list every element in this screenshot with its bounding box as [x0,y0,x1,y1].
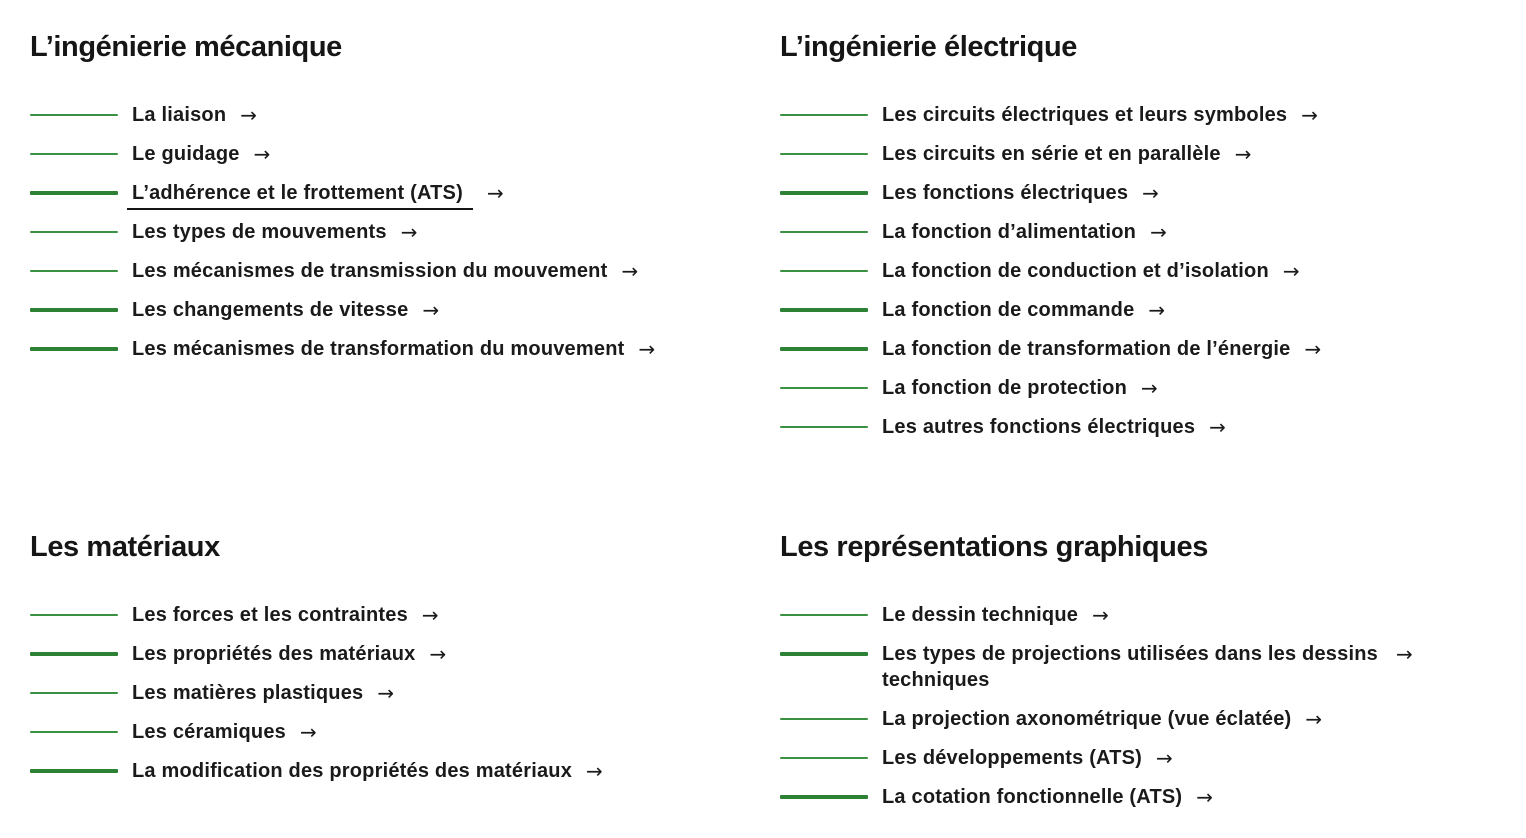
topic-link[interactable] [30,102,780,128]
topic-link-label: La cotation fonctionnelle (ATS) [882,786,1183,808]
arrow-right-icon: → [1304,337,1322,361]
item-dash-line [30,153,118,155]
topic-link[interactable] [30,141,780,167]
list-item [30,758,780,784]
topic-link[interactable] [30,758,780,784]
list-item [780,258,1496,284]
section-title: Les représentations graphiques [780,531,1208,563]
topic-link-label: La fonction de transformation de l’énergie [882,338,1291,360]
arrow-right-icon: → [486,181,504,205]
item-dash-line [780,387,868,389]
topic-link[interactable] [780,375,1496,401]
list-item [780,414,1496,440]
topics-grid [30,30,1526,823]
topic-link[interactable] [780,336,1496,362]
list-item [780,336,1496,362]
arrow-right-icon: → [1305,707,1323,731]
item-dash-line [780,308,868,312]
list-item [30,102,780,128]
list-item [780,745,1496,771]
item-dash-line [780,426,868,428]
topic-link-label: Les céramiques [132,721,286,743]
arrow-right-icon: → [1196,785,1214,809]
list-item [780,375,1496,401]
list-item [30,336,780,362]
list-item [30,297,780,323]
topic-link-label: Le dessin technique [882,604,1079,626]
arrow-right-icon: → [621,259,639,283]
list-item [780,784,1496,810]
item-dash-line [780,757,868,759]
topic-link-label: Les autres fonctions électriques [882,416,1196,438]
arrow-right-icon: → [1092,603,1109,627]
section-ingenierie-electrique [780,30,1496,453]
topic-link[interactable] [30,219,780,245]
section-representations-graphiques [780,530,1496,823]
item-dash-line [30,614,118,616]
arrow-right-icon: → [1150,220,1167,244]
topic-link-label: L’adhérence et le frottement (ATS) [132,180,473,206]
list-item [30,680,780,706]
section-title: L’ingénierie électrique [780,31,1078,63]
arrow-right-icon: → [1234,142,1252,166]
arrow-right-icon: → [300,720,317,744]
item-dash-line [780,718,868,720]
topic-link[interactable] [30,180,780,206]
topic-list [780,102,1496,440]
item-dash-line [780,795,868,799]
topic-link[interactable] [30,641,780,667]
list-item [30,602,780,628]
item-dash-line [30,191,118,195]
arrow-right-icon: → [1301,103,1319,127]
list-item [30,258,780,284]
topic-link-label: La fonction de conduction et d’isolation [882,260,1269,282]
topic-link-label: Les mécanismes de transmission du mouvement [132,260,608,282]
arrow-right-icon: → [1156,746,1173,770]
list-item [780,706,1496,732]
list-item [780,297,1496,323]
topic-link[interactable] [780,141,1496,167]
item-dash-line [780,114,868,116]
arrow-right-icon: → [240,103,258,127]
topic-link-label: La fonction de commande [882,299,1135,321]
item-dash-line [30,114,118,116]
topic-link[interactable] [780,102,1496,128]
item-dash-line [780,153,868,155]
topic-link[interactable] [30,719,780,745]
arrow-right-icon: → [377,681,395,705]
topic-link-label: Les mécanismes de transformation du mouvement [132,338,625,360]
topic-link[interactable] [780,641,1496,693]
section-title: L’ingénierie mécanique [30,31,342,63]
list-item [780,641,1496,693]
list-item [30,641,780,667]
topic-link[interactable] [780,745,1496,771]
topic-link-label: La projection axonométrique (vue éclatée) [882,708,1292,730]
list-item [30,180,780,206]
list-item [30,141,780,167]
item-dash-line [30,231,118,233]
list-item [780,602,1496,628]
item-dash-line [30,347,118,351]
section-title: Les matériaux [30,531,220,563]
list-item [780,219,1496,245]
topic-link-label: Les forces et les contraintes [132,604,408,626]
arrow-right-icon: → [1142,181,1159,205]
arrow-right-icon: → [1282,259,1300,283]
item-dash-line [30,769,118,773]
item-dash-line [780,231,868,233]
topic-link[interactable] [780,414,1496,440]
list-item [30,219,780,245]
item-dash-line [30,692,118,694]
item-dash-line [780,652,868,656]
list-item [780,102,1496,128]
topic-link[interactable] [780,219,1496,245]
topic-link-label: La modification des propriétés des matériaux [132,760,573,782]
topic-link-label: Les types de projections utilisées dans les dessins techniques [882,643,1378,691]
arrow-right-icon: → [421,603,439,627]
topic-link[interactable] [780,706,1496,732]
topic-link-label: Le guidage [132,143,240,165]
arrow-right-icon: → [253,142,271,166]
topic-list [780,602,1496,810]
topic-link-label: Les développements (ATS) [882,747,1143,769]
topic-link[interactable] [30,336,780,362]
topic-list [30,102,780,362]
arrow-right-icon: → [1148,298,1166,322]
arrow-right-icon: → [586,759,603,783]
arrow-right-icon: → [1141,376,1158,400]
topic-link-label: Les propriétés des matériaux [132,643,416,665]
topic-link-label: La fonction de protection [882,377,1127,399]
topic-link-label: Les matières plastiques [132,682,364,704]
arrow-right-icon: → [422,298,440,322]
item-dash-line [780,191,868,195]
section-materiaux [30,530,780,823]
list-item [780,141,1496,167]
topic-link-label: Les circuits électriques et leurs symboles [882,104,1288,126]
topic-link[interactable] [780,297,1496,323]
topic-link[interactable] [780,180,1496,206]
item-dash-line [30,652,118,656]
topic-link-label: Les fonctions électriques [882,182,1129,204]
arrow-right-icon: → [1396,642,1413,666]
topic-link[interactable] [30,680,780,706]
topic-list [30,602,780,784]
topic-link[interactable] [30,258,780,284]
item-dash-line [30,731,118,733]
item-dash-line [30,308,118,312]
topic-link[interactable] [780,258,1496,284]
topic-link-label: Les changements de vitesse [132,299,409,321]
topic-link[interactable] [30,602,780,628]
arrow-right-icon: → [400,220,418,244]
item-dash-line [780,270,868,272]
topic-link[interactable] [30,297,780,323]
section-ingenierie-mecanique [30,30,780,453]
arrow-right-icon: → [638,337,656,361]
topic-link[interactable] [780,784,1496,810]
arrow-right-icon: → [429,642,447,666]
list-item [780,180,1496,206]
topic-link-label: La liaison [132,104,227,126]
item-dash-line [30,270,118,272]
arrow-right-icon: → [1209,415,1226,439]
topic-link-label: La fonction d’alimentation [882,221,1137,243]
item-dash-line [780,614,868,616]
topic-link-label: Les types de mouvements [132,221,387,243]
topic-link-label: Les circuits en série et en parallèle [882,143,1221,165]
list-item [30,719,780,745]
item-dash-line [780,347,868,351]
topic-link[interactable] [780,602,1496,628]
